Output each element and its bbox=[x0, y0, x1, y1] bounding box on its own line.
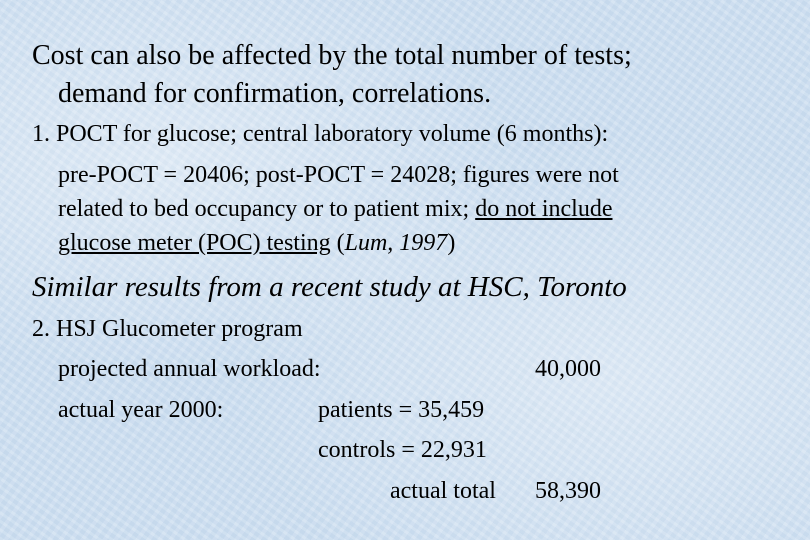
do-not-include-underlined: do not include bbox=[475, 196, 613, 222]
actual-total-label: actual total bbox=[390, 478, 496, 504]
item1-line-4 bbox=[58, 226, 455, 260]
citation: Lum, 1997 bbox=[344, 230, 448, 256]
intro-line-1: Cost can also be affected by the total number of tests; bbox=[32, 40, 632, 71]
glucose-meter-underlined: glucose meter (POC) testing bbox=[58, 230, 331, 256]
actual-total-value: 58,390 bbox=[535, 478, 601, 504]
item1-line-3-text: related to bed occupancy or to patient mix; bbox=[58, 196, 476, 222]
item2-title: 2. HSJ Glucometer program bbox=[32, 316, 303, 342]
similar-results-heading: Similar results from a recent study at HSC, Toronto bbox=[32, 271, 627, 303]
patients-count: patients = 35,459 bbox=[318, 397, 485, 423]
item1-line-1: 1. POCT for glucose; central laboratory volume (6 months): bbox=[32, 121, 609, 147]
controls-count: controls = 22,931 bbox=[318, 437, 487, 463]
actual-year-label: actual year 2000: bbox=[58, 397, 224, 423]
citation-close: ) bbox=[447, 230, 456, 256]
intro-line-2: demand for confirmation, correlations. bbox=[58, 78, 492, 109]
projected-value: 40,000 bbox=[535, 356, 601, 382]
projected-label: projected annual workload: bbox=[58, 356, 321, 382]
item1-line-2: pre-POCT = 20406; post-POCT = 24028; figures were not bbox=[58, 162, 619, 188]
item1-line-3 bbox=[58, 192, 613, 226]
citation-open: ( bbox=[330, 230, 345, 256]
